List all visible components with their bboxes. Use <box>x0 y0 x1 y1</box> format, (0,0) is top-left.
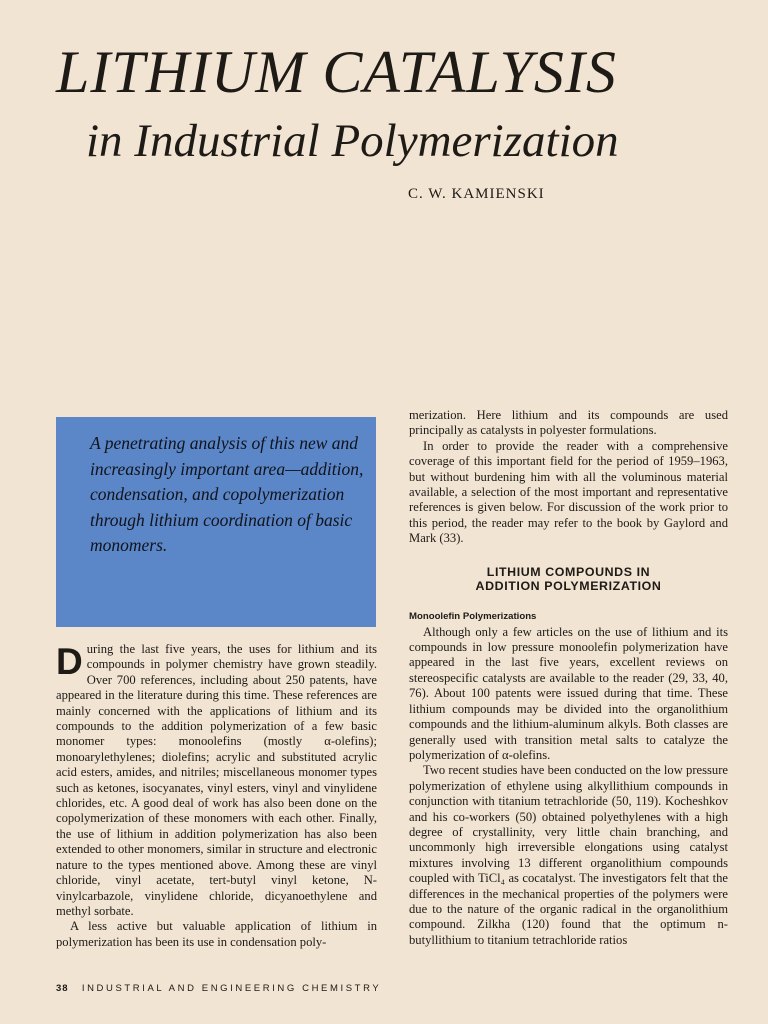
section-heading <box>409 565 728 594</box>
journal-name: INDUSTRIAL AND ENGINEERING CHEMISTRY <box>81 983 382 994</box>
author-byline: C. W. KAMIENSKI <box>408 186 545 202</box>
body-paragraph: merization. Here lithium and its compounds are used principally as catalysts in polyester formulations. <box>409 408 728 438</box>
right-column <box>409 408 728 948</box>
section-heading-line: ADDITION POLYMERIZATION <box>475 579 662 594</box>
body-paragraph: Although only a few articles on the use of lithium and its compounds in low pressure monoolefin polymerization have appeared in the last five years, excellent reviews on stereospecific catalysts are available to the reader (29, 33, 40, 76). About 100 patents were issued during that time. These lithium compounds may be divided into the organolithium compounds and the lithium-aluminum alkyls. Both classes are generally used with transition metal salts to catalyze the polymerization of α-olefins. <box>409 624 728 762</box>
left-column <box>56 642 377 950</box>
article-title: LITHIUM CATALYSIS <box>56 39 617 105</box>
intro-paragraph <box>56 642 377 919</box>
intro-paragraph-text: uring the last five years, the uses for lithium and its compounds in polymer chemistry have grown steadily. Over 700 references, including about 250 patents, have appeared in the literature during this time. These references are mainly concerned with the applications of lithium and its compounds to the addition polymerization of a few basic monomer types: monoolefins (mostly α-olefins); monoarylethylenes; diolefins; acrylic and substituted acrylic acid esters, amides, and nitriles; miscellaneous monomer types such as ketones, isocyanates, vinyl esters, vinyl and vinylidene chlorides, etc. A good deal of work has also been done on the copolymerization of these monomers with each other. Finally, the use of lithium in addition polymerization has also been extended to other monomers, similar in structure and electronic nature to the types mentioned above. Among these are vinyl chloride, vinyl acetate, tert-butyl vinyl ketone, N-vinylcarbazole, vinylidene chloride, dicyanoethylene and methyl sorbate. <box>56 642 377 918</box>
page-number: 38 <box>56 983 69 994</box>
body-paragraph: In order to provide the reader with a comprehensive coverage of this important field for the period of 1959–1963, but without burdening him with all the voluminous material available, a selection of the most important and representative references is given below. For discussion of the work prior to this period, the reader may refer to the book by Gaylord and Mark (33). <box>409 438 728 546</box>
body-paragraph: A less active but valuable application of lithium in polymerization has been its use in condensation poly- <box>56 919 377 949</box>
page-footer <box>56 983 381 994</box>
article-subtitle: in Industrial Polymerization <box>86 115 619 167</box>
abstract-text: A penetrating analysis of this new and increasingly important area—addition, condensation, and copolymerization through lithium coordination of basic monomers. <box>90 433 364 556</box>
abstract-box <box>56 417 376 627</box>
drop-cap: D <box>56 641 83 682</box>
subsection-heading: Monoolefin Polymerizations <box>409 610 537 622</box>
body-paragraph: Two recent studies have been conducted on the low pressure polymerization of ethylene using alkyllithium compounds in conjunction with titanium tetrachloride (50, 119). Kocheshkov and his co-workers (50) obtained polyethylenes with a high degree of crystallinity, very little chain branching, and uncommonly high irreversible elongations using catalyst mixtures involving 13 different organolithium compounds coupled with TiCl₄ as cocatalyst. The investigators felt that the differences in the mechanical properties of the polymers were due to the nature of the organic radical in the organolithium compound. Zilkha (120) found that the optimum n-butyllithium to titanium tetrachloride ratios <box>409 763 728 947</box>
section-heading-line: LITHIUM COMPOUNDS IN <box>486 564 651 579</box>
